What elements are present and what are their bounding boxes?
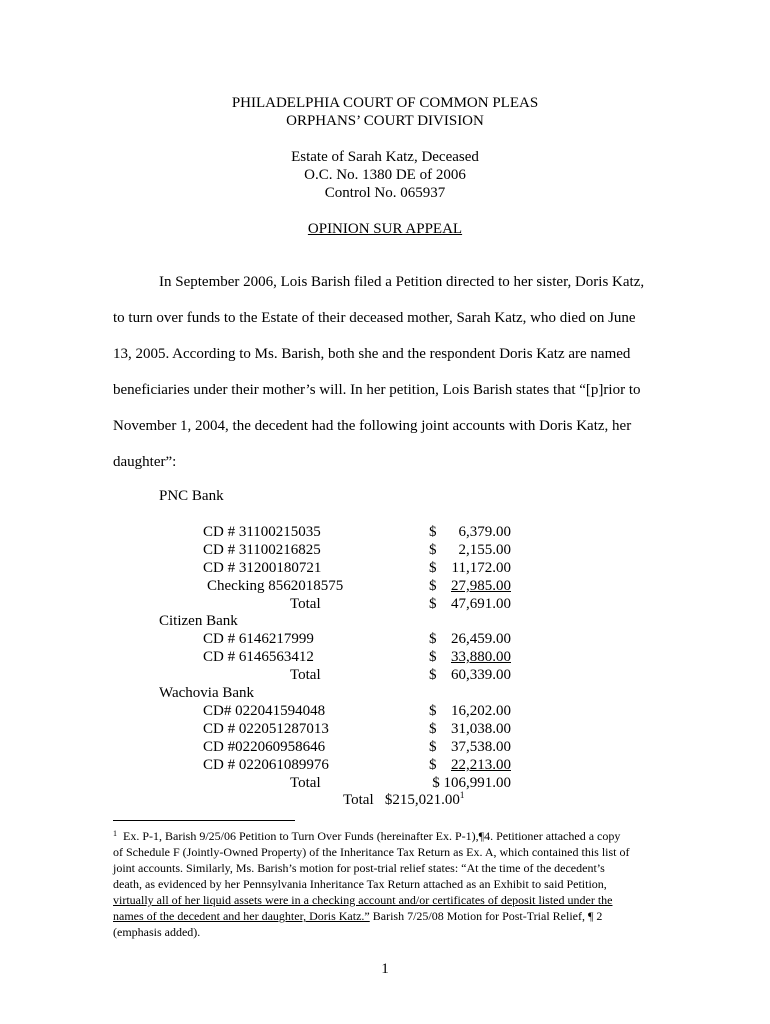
footnote-line-6	[113, 909, 602, 923]
dollar-sign: $	[429, 560, 437, 576]
account-amount: 33,880.00	[451, 649, 511, 665]
account-label: CD # 022051287013	[203, 721, 329, 737]
footnote-line-3: joint accounts. Similarly, Ms. Barish’s motion for post-trial relief states: “At the time of the decedent’s	[113, 861, 605, 875]
total-amount: $ 106,991.00	[432, 775, 511, 791]
account-label: CD # 31100215035	[203, 524, 321, 540]
footnote-mark: 1	[113, 829, 117, 838]
account-amount: 16,202.00	[451, 703, 511, 719]
dollar-sign: $	[429, 524, 437, 540]
dollar-sign: $	[429, 721, 437, 737]
dollar-sign: $	[429, 667, 437, 683]
account-label: CD # 31100216825	[203, 542, 321, 558]
account-amount: 37,538.00	[451, 739, 511, 755]
footnote-reference[interactable]: 1	[459, 790, 465, 800]
account-amount: 6,379.00	[458, 524, 511, 540]
account-amount: 2,155.00	[458, 542, 511, 558]
account-amount: 26,459.00	[451, 631, 511, 647]
footnote-underlined-text: names of the decedent and her daughter, Doris Katz.”	[113, 909, 370, 923]
grand-total-value: $215,021.00	[384, 792, 460, 808]
grand-total-row	[343, 791, 464, 809]
account-amount: 11,172.00	[451, 560, 511, 576]
total-amount: 60,339.00	[451, 667, 511, 683]
bank-name-pnc: PNC Bank	[159, 488, 224, 504]
body-line-2: to turn over funds to the Estate of their deceased mother, Sarah Katz, who died on June	[113, 310, 636, 326]
estate-caption: Estate of Sarah Katz, Deceased	[291, 149, 479, 165]
court-name: PHILADELPHIA COURT OF COMMON PLEAS	[231, 95, 539, 111]
footnote-text: Ex. P-1, Barish 9/25/06 Petition to Turn Over Funds (hereinafter Ex. P-1),¶4. Petitioner attached a copy	[123, 829, 621, 843]
account-label: Checking 8562018575	[207, 578, 344, 594]
footnote-line-4: death, as evidenced by her Pennsylvania Inheritance Tax Return attached as an Exhibit to said Petition,	[113, 877, 607, 891]
account-label: CD #022060958646	[203, 739, 326, 755]
footnote-citation: Barish 7/25/08 Motion for Post-Trial Relief, ¶ 2	[369, 909, 603, 923]
total-label: Total	[290, 596, 321, 612]
court-division: ORPHANS’ COURT DIVISION	[286, 113, 484, 129]
footnote-line-5: virtually all of her liquid assets were in a checking account and/or certificates of deposit listed under the	[113, 893, 613, 907]
body-line-5: November 1, 2004, the decedent had the following joint accounts with Doris Katz, her	[113, 418, 632, 434]
dollar-sign: $	[429, 649, 437, 665]
footnote-rule	[113, 820, 295, 821]
page-number: 1	[381, 961, 389, 977]
oc-number: O.C. No. 1380 DE of 2006	[304, 167, 466, 183]
account-amount: 22,213.00	[451, 757, 511, 773]
body-line-6: daughter”:	[113, 454, 177, 470]
dollar-sign: $	[429, 578, 437, 594]
body-line-4: beneficiaries under their mother’s will. In her petition, Lois Barish states that “[p]rior to	[113, 382, 641, 398]
dollar-sign: $	[429, 739, 437, 755]
account-label: CD# 022041594048	[203, 703, 326, 719]
opinion-title: OPINION SUR APPEAL	[307, 221, 463, 237]
footnote-line-2: of Schedule F (Jointly-Owned Property) of the Inheritance Tax Return as Ex. A, which contained this list of	[113, 845, 630, 859]
dollar-sign: $	[429, 757, 437, 773]
dollar-sign: $	[429, 703, 437, 719]
total-label: Total	[290, 775, 321, 791]
account-amount: 31,038.00	[451, 721, 511, 737]
opinion-title-wrap	[0, 220, 770, 238]
footnote-line-7: (emphasis added).	[113, 925, 201, 939]
total-amount: 47,691.00	[451, 596, 511, 612]
account-label: CD # 31200180721	[203, 560, 322, 576]
body-line-1: In September 2006, Lois Barish filed a Petition directed to her sister, Doris Katz,	[159, 274, 645, 290]
bank-name-citizen: Citizen Bank	[159, 613, 238, 629]
dollar-sign: $	[429, 631, 437, 647]
dollar-sign: $	[429, 542, 437, 558]
account-label: CD # 022061089976	[203, 757, 329, 773]
control-number: Control No. 065937	[324, 185, 446, 201]
bank-name-wachovia: Wachovia Bank	[159, 685, 255, 701]
footnote-line-1	[113, 829, 620, 843]
dollar-sign: $	[429, 596, 437, 612]
grand-total-label: Total	[343, 792, 374, 808]
account-amount: 27,985.00	[451, 578, 511, 594]
account-label: CD # 6146217999	[203, 631, 314, 647]
body-line-3: 13, 2005. According to Ms. Barish, both she and the respondent Doris Katz are named	[113, 346, 631, 362]
account-label: CD # 6146563412	[203, 649, 314, 665]
total-label: Total	[290, 667, 321, 683]
